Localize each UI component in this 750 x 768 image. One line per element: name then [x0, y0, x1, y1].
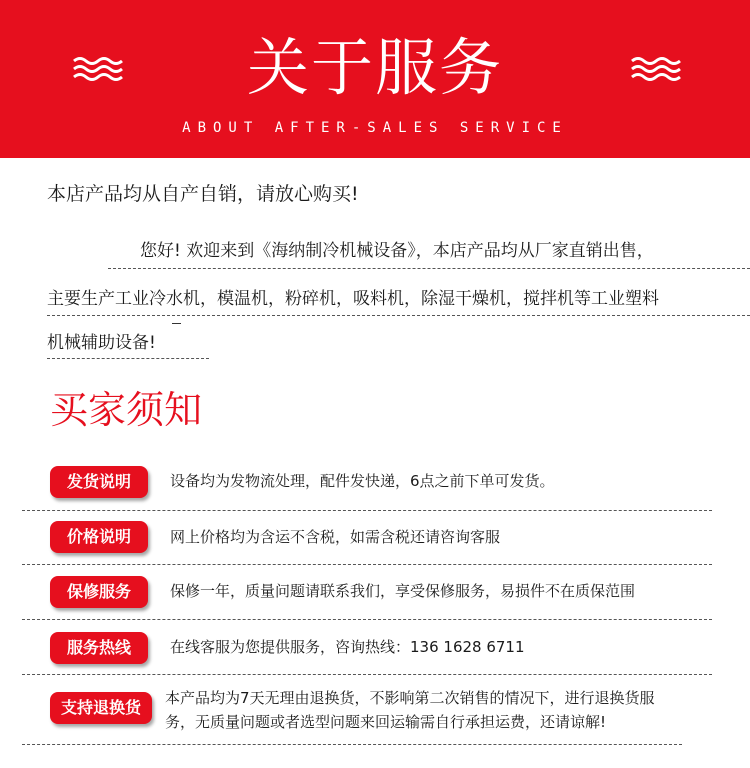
intro-line-2: 主要生产工业冷水机，模温机，粉碎机，吸料机，除湿干燥机，搅拌机等工业塑料 — [47, 289, 659, 309]
banner-subtitle: ABOUT AFTER-SALES SERVICE — [182, 120, 568, 136]
section-title: 买家须知 — [50, 388, 203, 432]
intro-line-3: 机械辅助设备! — [47, 333, 156, 353]
notice-label-returns: 支持退换货 — [50, 692, 152, 724]
divider — [22, 619, 712, 620]
banner-title: 关于服务 — [246, 31, 503, 104]
notice-text-hotline: 在线客服为您提供服务，咨询热线：136 1628 6711 — [170, 638, 525, 656]
divider — [22, 510, 712, 511]
divider — [22, 564, 712, 565]
divider — [47, 315, 750, 316]
notice-text-price: 网上价格均为含运不含税，如需含税还请咨询客服 — [170, 528, 501, 546]
notice-label-warranty: 保修服务 — [50, 576, 148, 608]
divider — [47, 358, 209, 359]
intro-headline: 本店产品均从自产自销，请放心购买! — [47, 183, 359, 205]
divider — [108, 268, 750, 269]
divider — [22, 674, 712, 675]
intro-line-1: 您好! 欢迎来到《海纳制冷机械设备》，本店产品均从厂家直销出售， — [140, 241, 654, 261]
wave-icon — [630, 55, 682, 83]
notice-text-returns: 本产品均为7天无理由退换货，不影响第二次销售的情况下，进行退换货服 — [165, 689, 655, 707]
notice-text-returns-2: 务，无质量问题或者选型问题来回运输需自行承担运费，还请谅解! — [165, 713, 607, 731]
text-cursor — [172, 323, 181, 324]
notice-text-warranty: 保修一年，质量问题请联系我们，享受保修服务，易损件不在质保范围 — [170, 582, 636, 600]
header-banner — [0, 0, 750, 158]
notice-label-shipping: 发货说明 — [50, 466, 148, 498]
notice-text-shipping: 设备均为发物流处理，配件发快递，6点之前下单可发货。 — [170, 472, 555, 490]
notice-label-hotline: 服务热线 — [50, 632, 148, 664]
notice-label-price: 价格说明 — [50, 521, 148, 553]
divider — [22, 744, 682, 745]
